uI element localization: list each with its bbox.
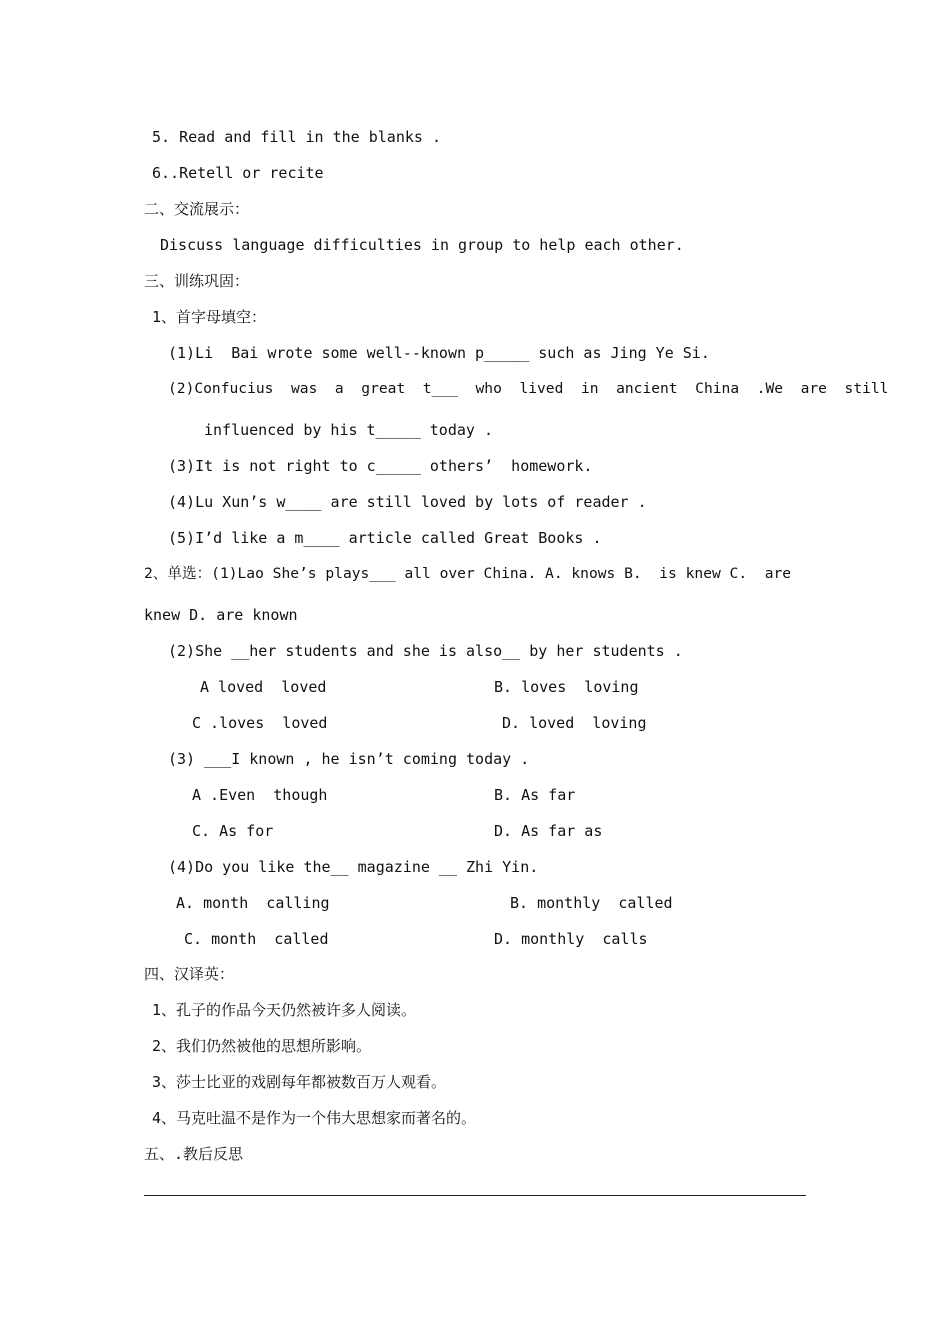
choice-question-3-option-c: C. As for bbox=[192, 822, 274, 840]
section-5-heading: 五、.教后反思 bbox=[144, 1145, 244, 1163]
item-6: 6..Retell or recite bbox=[152, 164, 324, 182]
fill-question-1: (1)Li Bai wrote some well--known p_____ such as Jing Ye Si. bbox=[168, 344, 710, 362]
section-2-text: Discuss language difficulties in group to help each other. bbox=[160, 236, 684, 254]
fill-question-2-line-1: (2)Confucius was a great t___ who lived in ancient China .We are still bbox=[168, 380, 889, 397]
choice-question-3-option-d: D. As far as bbox=[494, 822, 603, 840]
choice-question-4-option-d: D. monthly calls bbox=[494, 930, 648, 948]
choice-question-4-option-c: C. month called bbox=[184, 930, 329, 948]
choice-question-2-option-b: B. loves loving bbox=[494, 678, 639, 696]
reflection-answer-line bbox=[144, 1195, 806, 1196]
choice-question-2-stem: (2)She __her students and she is also__ by her students . bbox=[168, 642, 683, 660]
part-1-heading: 1、首字母填空： bbox=[152, 308, 267, 326]
choice-question-2-option-a: A loved loved bbox=[200, 678, 327, 696]
choice-question-3-option-b: B. As far bbox=[494, 786, 576, 804]
section-2-heading: 二、交流展示： bbox=[144, 200, 250, 218]
choice-question-3-stem: (3) ___I known , he isn’t coming today . bbox=[168, 750, 530, 768]
section-3-heading: 三、训练巩固： bbox=[144, 272, 250, 290]
choice-question-2-option-d: D. loved loving bbox=[502, 714, 647, 732]
choice-question-4-stem: (4)Do you like the__ magazine __ Zhi Yin. bbox=[168, 858, 539, 876]
choice-question-2-option-c: C .loves loved bbox=[192, 714, 328, 732]
choice-question-4-option-a: A. month calling bbox=[176, 894, 330, 912]
item-5: 5. Read and fill in the blanks . bbox=[152, 128, 441, 146]
choice-question-4-option-b: B. monthly called bbox=[510, 894, 673, 912]
translation-item-4: 4、马克吐温不是作为一个伟大思想家而著名的。 bbox=[152, 1109, 477, 1127]
choice-question-3-option-a: A .Even though bbox=[192, 786, 328, 804]
translation-item-3: 3、莎士比亚的戏剧每年都被数百万人观看。 bbox=[152, 1073, 447, 1091]
translation-item-2: 2、我们仍然被他的思想所影响。 bbox=[152, 1037, 372, 1055]
choice-question-1-line-2: knew D. are known bbox=[144, 606, 298, 624]
translation-item-1: 1、孔子的作品今天仍然被许多人阅读。 bbox=[152, 1001, 417, 1019]
fill-question-5: (5)I’d like a m____ article called Great Books . bbox=[168, 529, 602, 547]
choice-question-1-line-1: 2、单选：(1)Lao She’s plays___ all over China. A. knows B. is knew C. are bbox=[144, 565, 792, 582]
section-4-heading: 四、汉译英： bbox=[144, 965, 235, 983]
fill-question-2-line-2: influenced by his t_____ today . bbox=[204, 421, 493, 439]
fill-question-4: (4)Lu Xun’s w____ are still loved by lots of reader . bbox=[168, 493, 647, 511]
fill-question-3: (3)It is not right to c_____ others’ homework. bbox=[168, 457, 593, 475]
